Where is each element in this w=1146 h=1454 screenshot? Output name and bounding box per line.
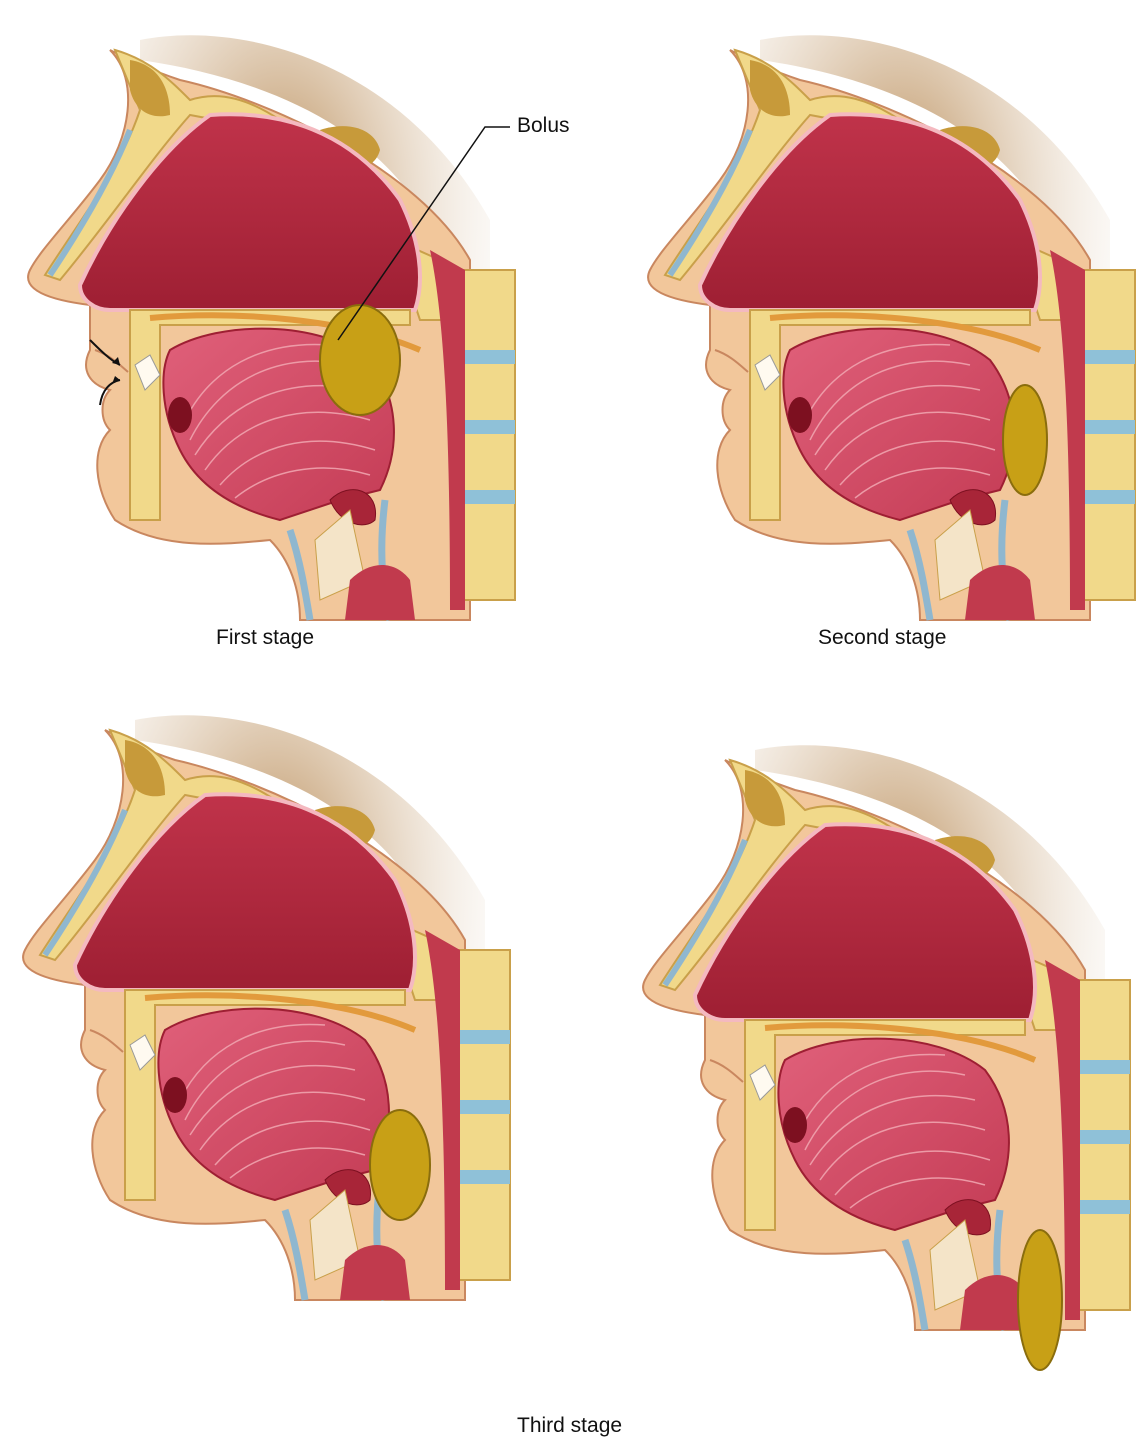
caption-second-stage: Second stage — [818, 626, 947, 649]
panel-first-stage — [28, 35, 515, 620]
bolus-shape — [1003, 385, 1047, 495]
panel-second-stage — [648, 35, 1135, 620]
bolus-label: Bolus — [517, 114, 570, 137]
caption-first-stage: First stage — [216, 626, 315, 649]
caption-third-stage: Third stage — [517, 1414, 623, 1437]
panel-third-stage-a — [23, 715, 510, 1300]
bolus-shape — [1018, 1230, 1062, 1370]
bolus-shape — [320, 305, 400, 415]
bolus-shape — [370, 1110, 430, 1220]
panel-third-stage-b — [643, 745, 1130, 1370]
